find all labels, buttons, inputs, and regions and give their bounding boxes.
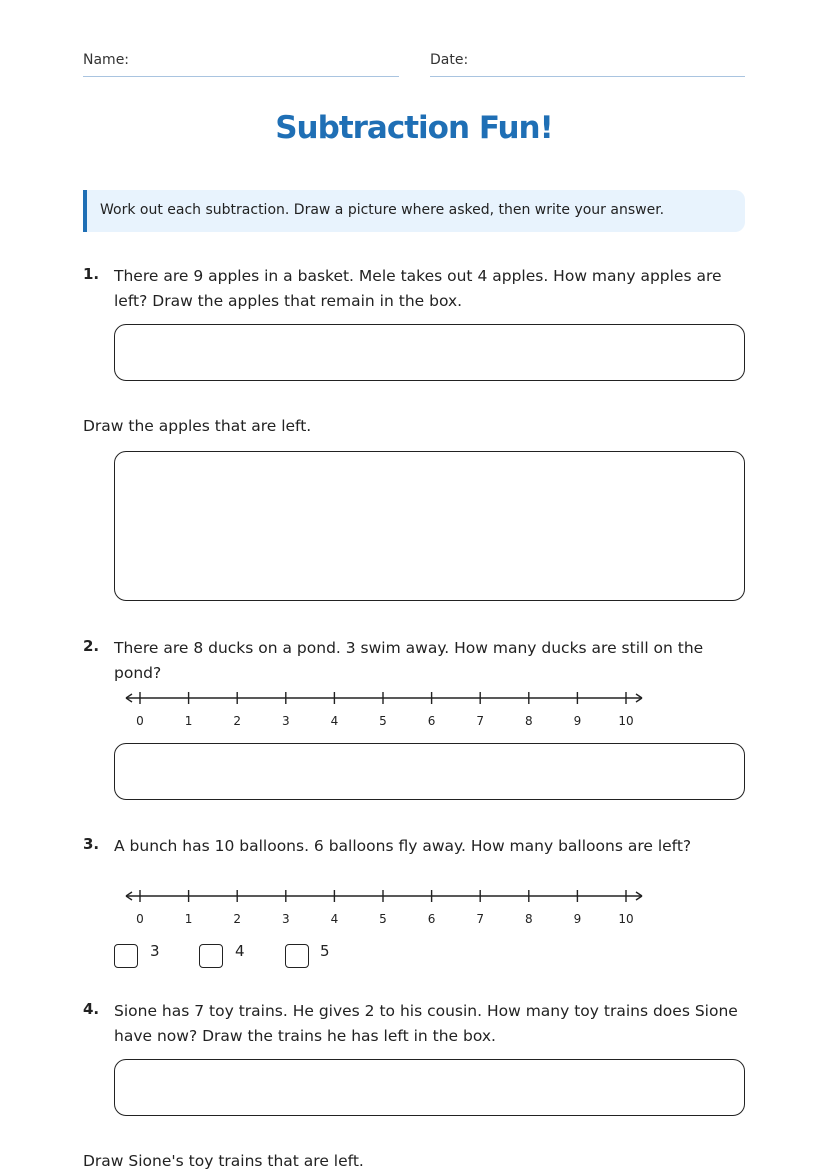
question-3-number: 3. bbox=[83, 835, 100, 853]
number-line-tick-label: 6 bbox=[427, 912, 436, 926]
question-3-choice-label: 5 bbox=[320, 942, 330, 960]
question-3-choice-checkbox[interactable] bbox=[285, 944, 309, 968]
number-line-tick-label: 9 bbox=[573, 714, 582, 728]
number-line-tick-label: 10 bbox=[618, 714, 634, 728]
number-line-tick-label: 10 bbox=[618, 912, 634, 926]
number-line-tick-label: 6 bbox=[427, 714, 436, 728]
instruction-banner bbox=[83, 190, 745, 232]
number-line-tick-label: 4 bbox=[330, 714, 339, 728]
question-4-number: 4. bbox=[83, 1000, 100, 1018]
date-label: Date: bbox=[430, 52, 469, 68]
question-2-answer-box[interactable] bbox=[114, 743, 745, 800]
question-3-text: A bunch has 10 balloons. 6 balloons fly away. How many balloons are left? bbox=[114, 837, 692, 855]
number-line-tick-label: 7 bbox=[476, 714, 485, 728]
question-2-text: There are 8 ducks on a pond. 3 swim away. How many ducks are still on the pond? bbox=[114, 639, 704, 682]
question-2-number-line bbox=[120, 685, 650, 735]
date-field[interactable] bbox=[430, 76, 745, 77]
number-line-tick-label: 5 bbox=[379, 912, 387, 926]
question-4-draw-label: Draw Sione's toy trains that are left. bbox=[83, 1152, 364, 1170]
number-line-tick-label: 0 bbox=[136, 912, 144, 926]
number-line-tick-label: 8 bbox=[524, 714, 533, 728]
name-label: Name: bbox=[83, 52, 130, 68]
question-1-drawing-box[interactable] bbox=[114, 451, 745, 601]
question-3-choice-checkbox[interactable] bbox=[114, 944, 138, 968]
question-4-answer-box[interactable] bbox=[114, 1059, 745, 1116]
number-line-tick-label: 5 bbox=[379, 714, 387, 728]
question-3-number-line bbox=[120, 883, 650, 933]
name-field[interactable] bbox=[83, 76, 399, 77]
number-line-tick-label: 7 bbox=[476, 912, 485, 926]
question-1-answer-box[interactable] bbox=[114, 324, 745, 381]
number-line-tick-label: 2 bbox=[233, 714, 242, 728]
question-1-number: 1. bbox=[83, 265, 100, 283]
instruction-text: Work out each subtraction. Draw a picture where asked, then write your answer. bbox=[100, 202, 665, 218]
number-line-tick-label: 3 bbox=[281, 714, 290, 728]
question-1-text: There are 9 apples in a basket. Mele takes out 4 apples. How many apples are left? Draw the apples that remain in the box. bbox=[114, 267, 722, 310]
question-3-choice-label: 3 bbox=[150, 942, 160, 960]
number-line-tick-label: 1 bbox=[184, 714, 193, 728]
number-line-tick-label: 1 bbox=[184, 912, 193, 926]
question-3-choice-label: 4 bbox=[235, 942, 245, 960]
question-4-text: Sione has 7 toy trains. He gives 2 to his cousin. How many toy trains does Sione have now? Draw the trains he has left in the box. bbox=[114, 1002, 738, 1045]
number-line-tick-label: 9 bbox=[573, 912, 582, 926]
question-2-number: 2. bbox=[83, 637, 100, 655]
question-3-choice-checkbox[interactable] bbox=[199, 944, 223, 968]
number-line-tick-label: 3 bbox=[281, 912, 290, 926]
number-line-tick-label: 8 bbox=[524, 912, 533, 926]
number-line-tick-label: 2 bbox=[233, 912, 242, 926]
page-title: Subtraction Fun! bbox=[275, 110, 553, 146]
number-line-tick-label: 0 bbox=[136, 714, 144, 728]
question-1-draw-label: Draw the apples that are left. bbox=[83, 417, 312, 435]
number-line-tick-label: 4 bbox=[330, 912, 339, 926]
